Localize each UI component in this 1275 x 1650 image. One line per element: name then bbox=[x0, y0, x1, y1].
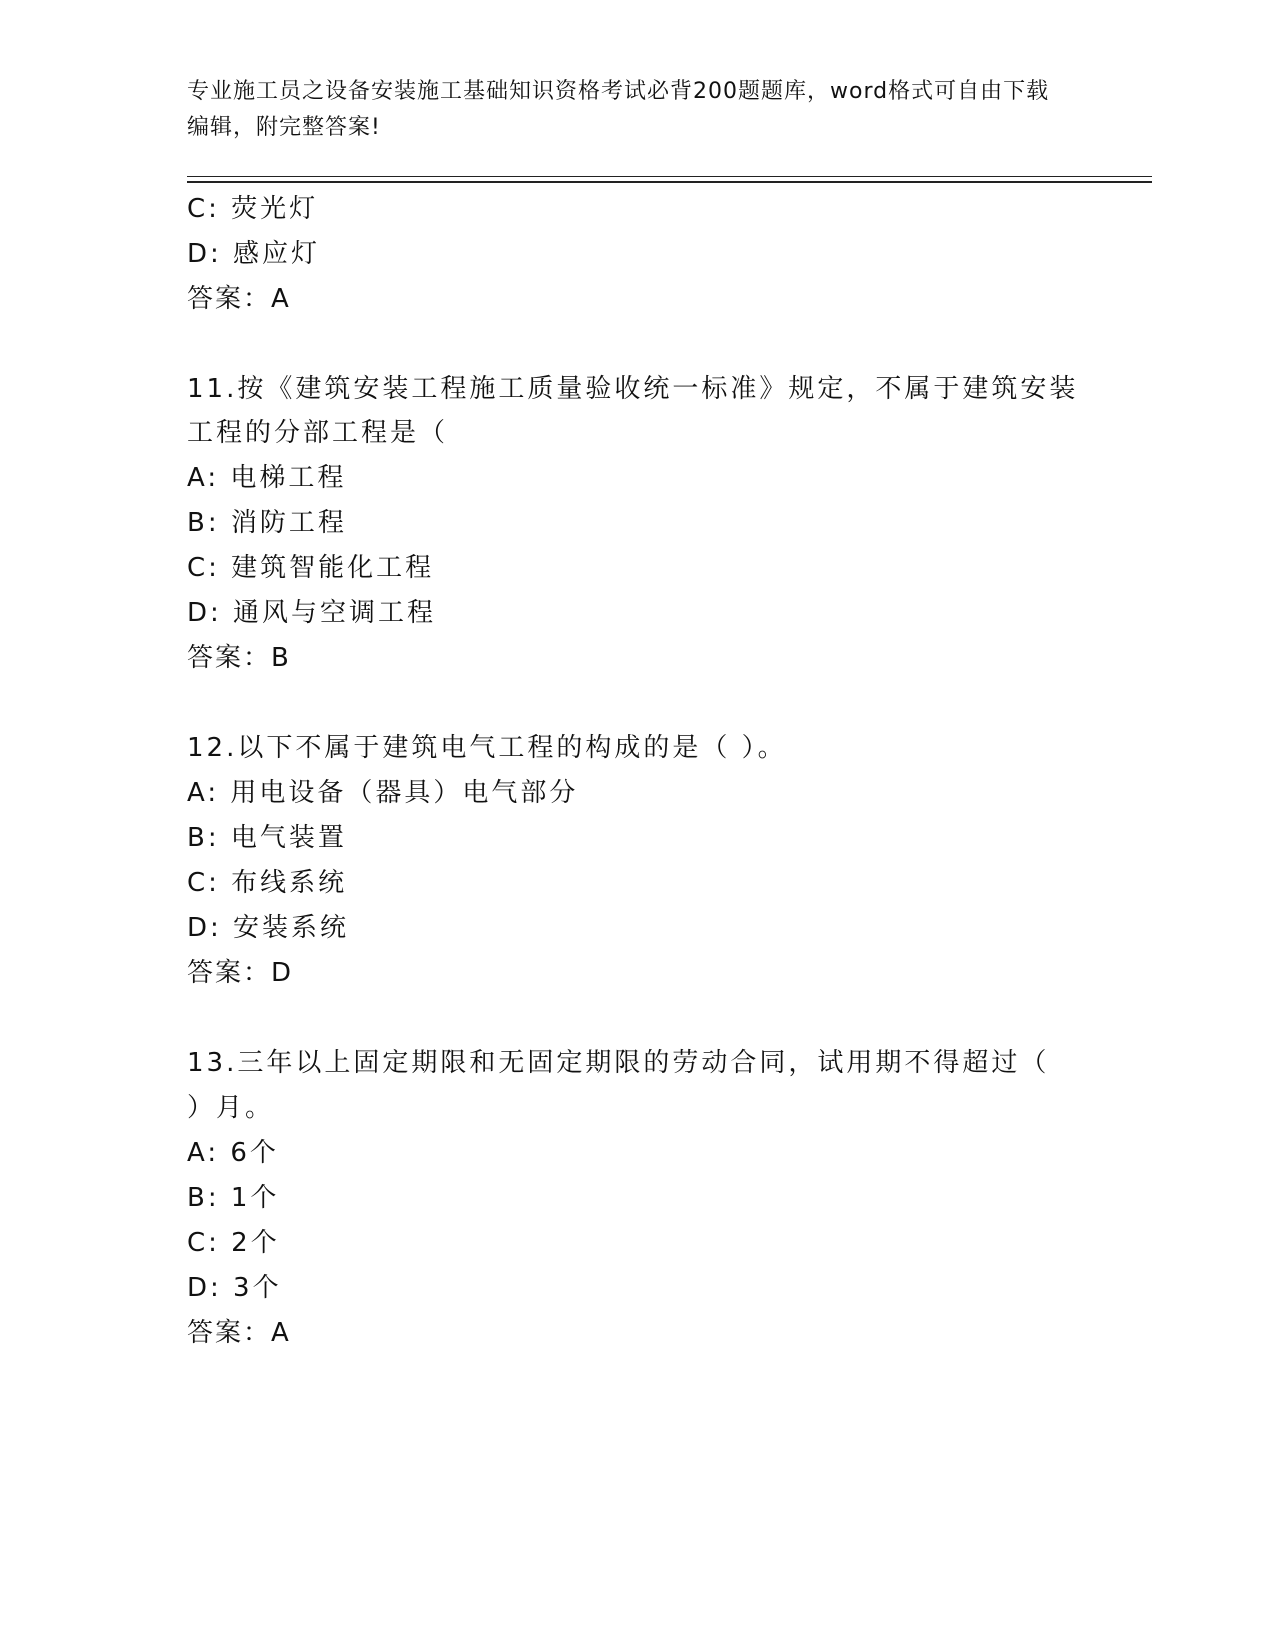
q12-option-a: A: 用电设备（器具）电气部分 bbox=[187, 778, 579, 808]
header-divider-bottom bbox=[187, 181, 1152, 183]
q12-option-b: B: 电气装置 bbox=[187, 823, 347, 853]
q11-option-c: C: 建筑智能化工程 bbox=[187, 553, 435, 583]
q11-stem-line2: 工程的分部工程是（ bbox=[187, 418, 449, 448]
document-header: 专业施工员之设备安装施工基础知识资格考试必背200题题库，word格式可自由下载编辑，附完整答案! bbox=[187, 79, 1050, 140]
q12-option-c: C: 布线系统 bbox=[187, 868, 348, 898]
q13-option-a: A: 6个 bbox=[187, 1138, 279, 1168]
q13-stem-line2: ）月。 bbox=[187, 1093, 275, 1123]
q13-answer: 答案：A bbox=[187, 1318, 291, 1348]
header-divider-top bbox=[187, 176, 1152, 177]
q12-option-d: D: 安装系统 bbox=[187, 913, 350, 943]
q11-stem-line1: 11.按《建筑安装工程施工质量验收统一标准》规定，不属于建筑安装 bbox=[187, 374, 1079, 404]
q13-option-d: D: 3个 bbox=[187, 1273, 282, 1303]
q12-answer: 答案：D bbox=[187, 958, 294, 988]
q11-answer: 答案：B bbox=[187, 643, 291, 673]
q13-stem-line1: 13.三年以上固定期限和无固定期限的劳动合同，试用期不得超过（ bbox=[187, 1048, 1050, 1078]
q10-option-d: D: 感应灯 bbox=[187, 239, 321, 269]
q12-stem-line1: 12.以下不属于建筑电气工程的构成的是（ ）。 bbox=[187, 733, 787, 763]
q13-option-c: C: 2个 bbox=[187, 1228, 280, 1258]
q11-option-d: D: 通风与空调工程 bbox=[187, 598, 437, 628]
q11-option-b: B: 消防工程 bbox=[187, 508, 347, 538]
q10-answer: 答案：A bbox=[187, 284, 291, 314]
q10-option-c: C: 荧光灯 bbox=[187, 194, 319, 224]
q13-option-b: B: 1个 bbox=[187, 1183, 280, 1213]
q11-option-a: A: 电梯工程 bbox=[187, 463, 347, 493]
